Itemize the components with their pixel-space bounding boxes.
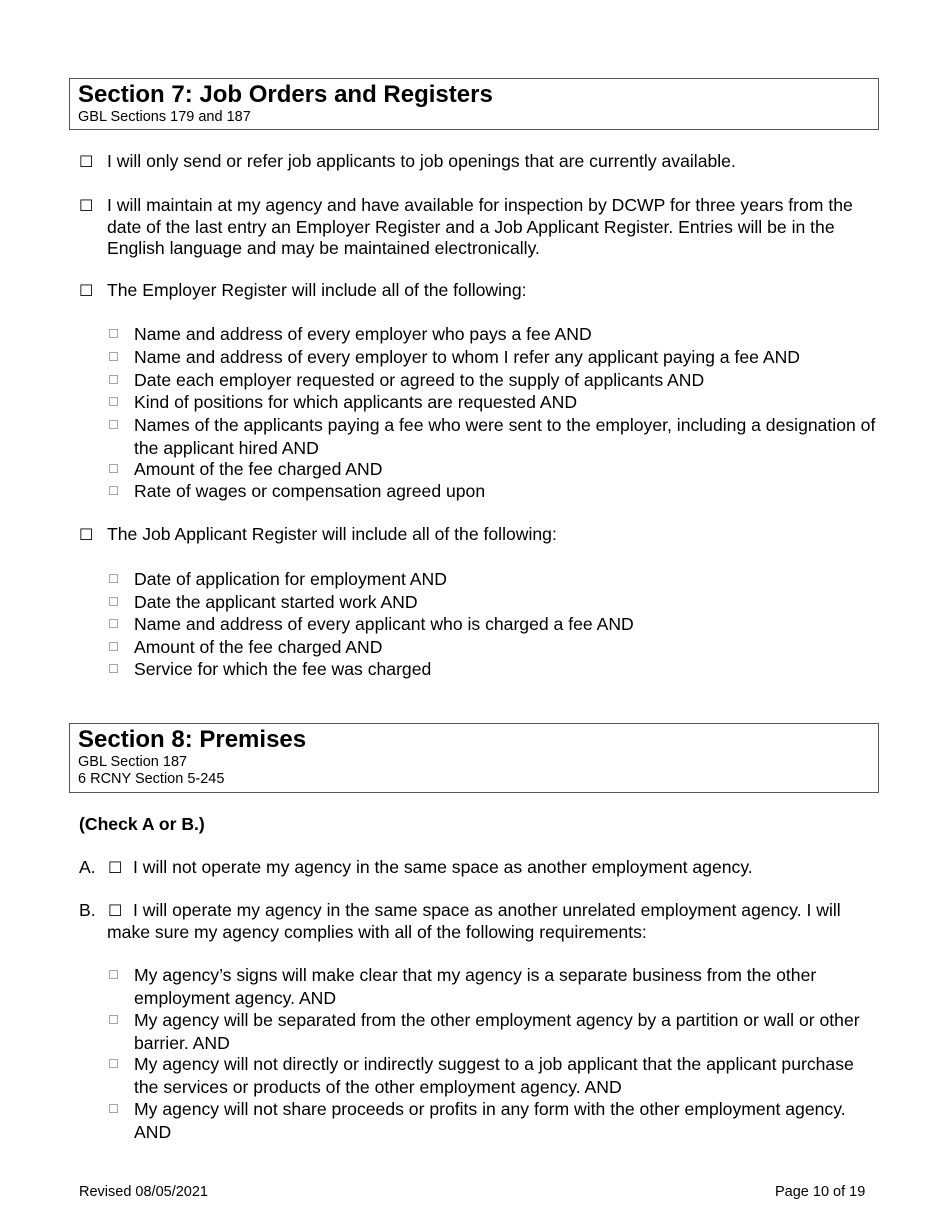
sub-item-text: Names of the applicants paying a fee who were sent to the employer, including a designation of the applicant hired AND <box>134 415 876 458</box>
small-checkbox-icon[interactable] <box>109 1015 118 1024</box>
applicant-register-item[interactable] <box>107 568 879 591</box>
sub-item-text: Date of application for employment AND <box>134 569 447 589</box>
section-7-header <box>69 78 879 130</box>
section-7-title: Section 7: Job Orders and Registers <box>78 81 493 108</box>
checkbox-icon[interactable]: ☐ <box>79 152 94 171</box>
section-8-header <box>69 723 879 793</box>
applicant-register-item[interactable] <box>107 658 879 681</box>
sub-item-text: Name and address of every applicant who is charged a fee AND <box>134 614 634 634</box>
small-checkbox-icon[interactable] <box>109 352 118 361</box>
small-checkbox-icon[interactable] <box>109 329 118 338</box>
requirement-item[interactable] <box>107 964 879 1009</box>
option-b-text: I will operate my agency in the same space as another unrelated employment agency. I will make sure my agency complies with all of the following requirements: <box>107 900 841 942</box>
small-checkbox-icon[interactable] <box>109 597 118 606</box>
small-checkbox-icon[interactable] <box>109 486 118 495</box>
requirement-text: My agency will not directly or indirectly suggest to a job applicant that the applicant purchase the services or products of the other employment agency. AND <box>134 1054 854 1097</box>
employer-register-item[interactable] <box>107 346 879 369</box>
small-checkbox-icon[interactable] <box>109 420 118 429</box>
check-instruction: (Check A or B.) <box>79 814 205 834</box>
small-checkbox-icon[interactable] <box>109 970 118 979</box>
small-checkbox-icon[interactable] <box>109 375 118 384</box>
option-b-label: B. <box>79 900 96 920</box>
applicant-register-item[interactable] <box>107 613 879 636</box>
item-text: I will only send or refer job applicants to job openings that are currently available. <box>107 151 736 171</box>
employer-register-item[interactable] <box>107 458 879 481</box>
requirement-text: My agency will be separated from the other employment agency by a partition or wall or other barrier. AND <box>134 1010 860 1053</box>
sub-item-text: Service for which the fee was charged <box>134 659 432 679</box>
checkbox-item-maintain-registers[interactable] <box>79 195 879 260</box>
small-checkbox-icon[interactable] <box>109 574 118 583</box>
sub-item-text: Kind of positions for which applicants are requested AND <box>134 392 578 412</box>
section-7-reference: GBL Sections 179 and 187 <box>78 109 251 125</box>
checkbox-item-available-openings[interactable] <box>79 151 879 173</box>
checkbox-icon[interactable]: ☐ <box>108 858 123 877</box>
item-text: The Job Applicant Register will include all of the following: <box>107 524 557 544</box>
small-checkbox-icon[interactable] <box>109 1104 118 1113</box>
employer-register-item[interactable] <box>107 391 879 414</box>
sub-item-text: Rate of wages or compensation agreed upon <box>134 481 486 501</box>
employer-register-item[interactable] <box>107 414 879 459</box>
checkbox-icon[interactable]: ☐ <box>79 281 94 300</box>
checkbox-icon[interactable]: ☐ <box>79 196 94 215</box>
section-8-title: Section 8: Premises <box>78 726 307 753</box>
checkbox-item-employer-register[interactable] <box>79 280 879 302</box>
option-b[interactable] <box>79 900 879 943</box>
footer-revised-date: Revised 08/05/2021 <box>79 1184 208 1200</box>
sub-item-text: Amount of the fee charged AND <box>134 637 383 657</box>
item-text: I will maintain at my agency and have available for inspection by DCWP for three years from the date of the last entry an Employer Register and a Job Applicant Register. Entries will be in the English language and may be maintained electronically. <box>107 195 853 258</box>
footer-page-number: Page 10 of 19 <box>775 1184 866 1200</box>
employer-register-item[interactable] <box>107 480 879 503</box>
checkbox-item-applicant-register[interactable] <box>79 524 879 546</box>
small-checkbox-icon[interactable] <box>109 619 118 628</box>
employer-register-item[interactable] <box>107 323 879 346</box>
checkbox-icon[interactable]: ☐ <box>108 901 123 920</box>
option-a-label: A. <box>79 857 96 877</box>
item-text: The Employer Register will include all of the following: <box>107 280 527 300</box>
requirement-item[interactable] <box>107 1098 879 1143</box>
applicant-register-item[interactable] <box>107 591 879 614</box>
sub-item-text: Date the applicant started work AND <box>134 592 418 612</box>
option-a[interactable] <box>79 857 879 879</box>
option-a-text: I will not operate my agency in the same space as another employment agency. <box>133 857 753 877</box>
section-8-reference-gbl: GBL Section 187 <box>78 754 188 770</box>
requirement-text: My agency will not share proceeds or profits in any form with the other employment agency. AND <box>134 1099 846 1142</box>
requirement-item[interactable] <box>107 1053 879 1098</box>
sub-item-text: Amount of the fee charged AND <box>134 459 383 479</box>
small-checkbox-icon[interactable] <box>109 397 118 406</box>
small-checkbox-icon[interactable] <box>109 664 118 673</box>
small-checkbox-icon[interactable] <box>109 1059 118 1068</box>
sub-item-text: Date each employer requested or agreed to the supply of applicants AND <box>134 370 705 390</box>
applicant-register-item[interactable] <box>107 636 879 659</box>
checkbox-icon[interactable]: ☐ <box>79 525 94 544</box>
sub-item-text: Name and address of every employer to whom I refer any applicant paying a fee AND <box>134 347 800 367</box>
small-checkbox-icon[interactable] <box>109 464 118 473</box>
requirement-text: My agency’s signs will make clear that my agency is a separate business from the other employment agency. AND <box>134 965 817 1008</box>
requirement-item[interactable] <box>107 1009 879 1054</box>
employer-register-item[interactable] <box>107 369 879 392</box>
section-8-reference-rcny: 6 RCNY Section 5-245 <box>78 771 225 787</box>
small-checkbox-icon[interactable] <box>109 642 118 651</box>
sub-item-text: Name and address of every employer who pays a fee AND <box>134 324 592 344</box>
